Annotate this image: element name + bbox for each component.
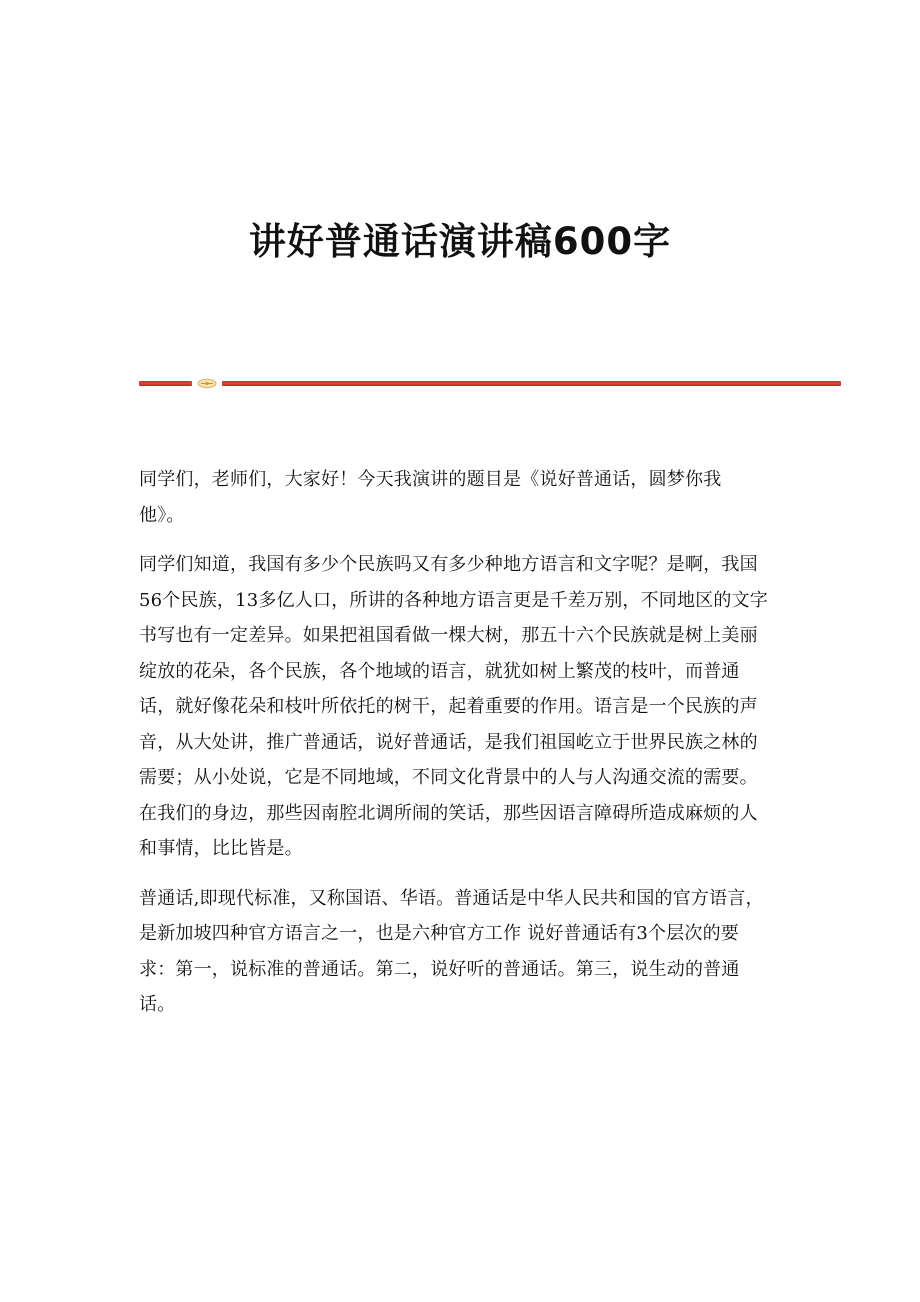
text-line: 绽放的花朵，各个民族，各个地域的语言，就犹如树上繁茂的枝叶，而普通 (139, 660, 740, 682)
text-line: 同学们知道，我国有多少个民族吗又有多少种地方语言和文字呢？是啊，我国 (139, 554, 758, 575)
text-line: 书写也有一定差异。如果把祖国看做一棵大树，那五十六个民族就是树上美丽 (139, 625, 758, 646)
document-body (139, 462, 789, 1037)
text-line: 56个民族，13多亿人口，所讲的各种地方语言更是千差万别，不同地区的文字 (139, 589, 769, 611)
paragraph-greeting (139, 462, 789, 533)
divider-bar-right (222, 381, 841, 386)
text-line: 和事情，比比皆是。 (139, 838, 303, 859)
text-line: 普通话,即现代标准，又称国语、华语。普通话是中华人民共和国的官方语言， (139, 887, 764, 909)
text-line: 话，就好像花朵和枝叶所依托的树干，起着重要的作用。语言是一个民族的声 (139, 696, 758, 717)
text-line: 同学们，老师们，大家好！今天我演讲的题目是《说好普通话，圆梦你我 (139, 469, 722, 490)
text-line: 在我们的身边，那些因南腔北调所闹的笑话，那些因语言障碍所造成麻烦的人 (139, 802, 758, 824)
paragraph-putonghua-definition (139, 881, 789, 1023)
document-title: 讲好普通话演讲稿600字 (248, 220, 672, 263)
title-divider (139, 377, 841, 391)
text-line: 是新加坡四种官方语言之一，也是六种官方工作 说好普通话有3个层次的要 (139, 923, 739, 944)
divider-bar-left (139, 381, 192, 386)
paragraph-ethnic-languages (139, 547, 789, 867)
text-line: 需要；从小处说，它是不同地域，不同文化背景中的人与人沟通交流的需要。 (139, 767, 758, 788)
text-line: 音，从大处讲，推广普通话，说好普通话，是我们祖国屹立于世界民族之林的 (139, 731, 758, 753)
text-line: 话。 (139, 994, 176, 1015)
text-line: 他》。 (139, 504, 185, 526)
divider-ornament-icon (197, 378, 217, 389)
text-line: 求：第一，说标准的普通话。第二，说好听的普通话。第三，说生动的普通 (139, 958, 740, 980)
